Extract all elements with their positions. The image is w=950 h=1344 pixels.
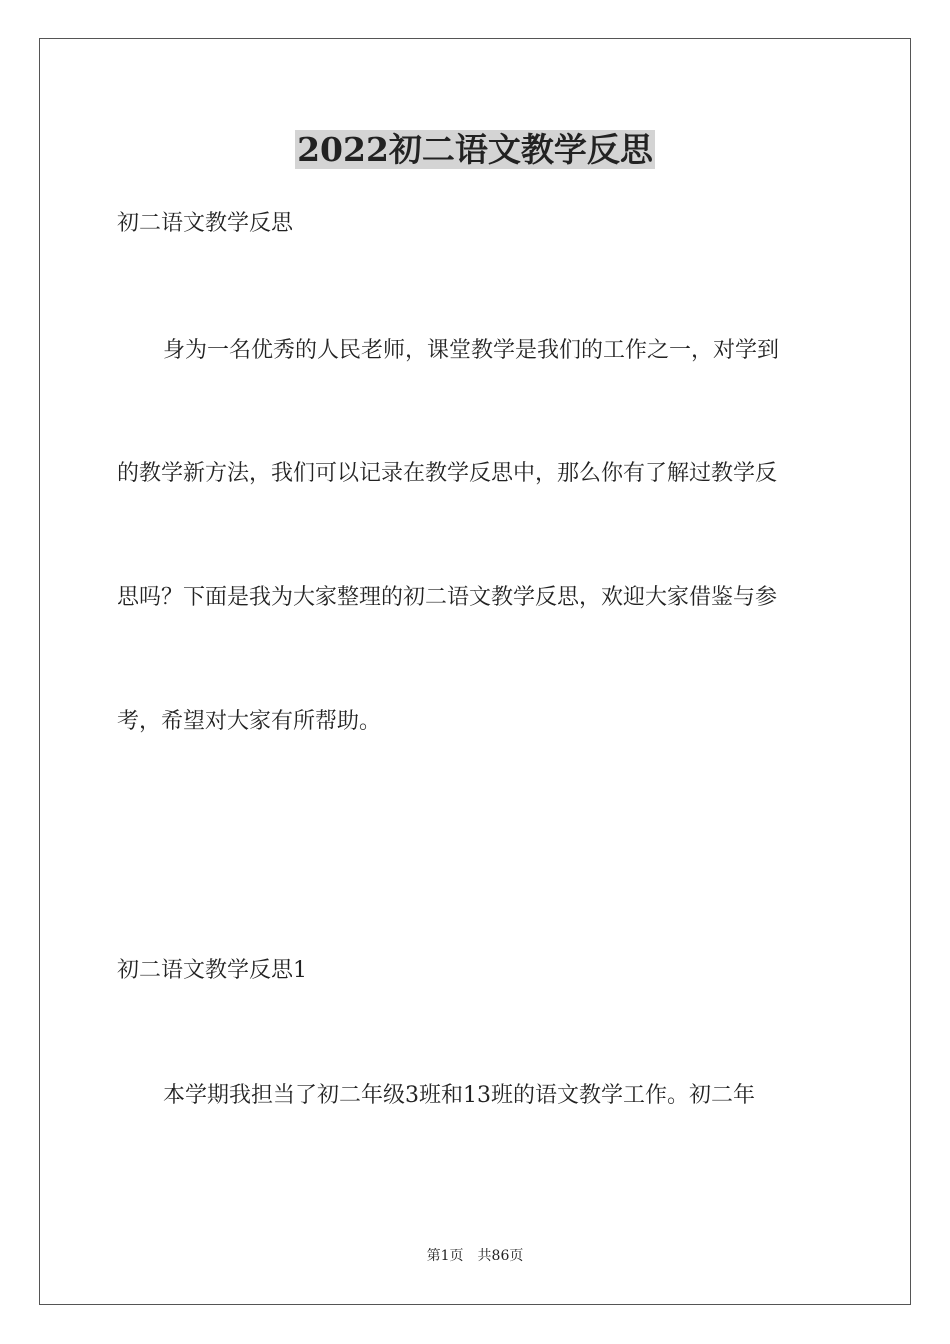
- document-title-text: 2022初二语文教学反思: [297, 130, 653, 169]
- intro-line-4: 考，希望对大家有所帮助。: [117, 709, 382, 734]
- intro-line-1: 身为一名优秀的人民老师，课堂教学是我们的工作之一，对学到: [163, 338, 780, 363]
- section1-heading: 初二语文教学反思1: [117, 958, 307, 983]
- intro-line-2: 的教学新方法，我们可以记录在教学反思中，那么你有了解过教学反: [117, 461, 778, 486]
- intro-line-3: 思吗？下面是我为大家整理的初二语文教学反思，欢迎大家借鉴与参: [117, 585, 778, 610]
- section1-line-1: 本学期我担当了初二年级3班和13班的语文教学工作。初二年: [163, 1083, 755, 1108]
- page-number: 第1页: [426, 1248, 464, 1264]
- document-subtitle: 初二语文教学反思: [117, 211, 294, 236]
- document-title: [0, 128, 950, 172]
- page-total: 共86页: [477, 1248, 524, 1264]
- page-footer: [0, 1246, 950, 1266]
